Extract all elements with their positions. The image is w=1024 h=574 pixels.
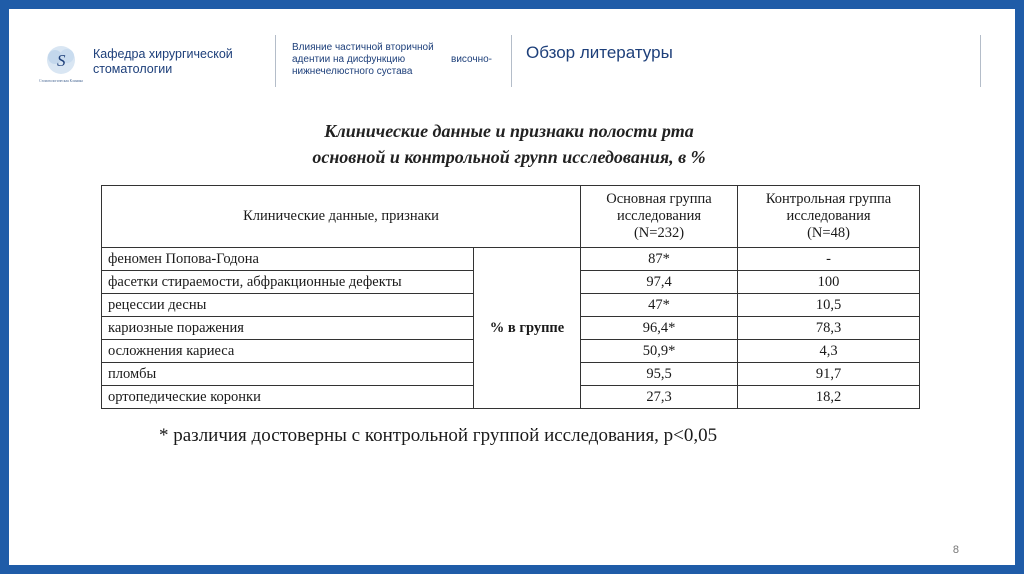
header-divider-3 [980,35,981,87]
header-control-group: Контрольная группа исследования (N=48) [738,186,920,248]
control-value: - [738,248,920,271]
row-label: пломбы [102,363,474,386]
main-value: 96,4* [581,317,738,340]
control-value: 10,5 [738,294,920,317]
header-divider-1 [275,35,276,87]
main-value: 97,4 [581,271,738,294]
main-value: 95,5 [581,363,738,386]
significance-footnote: * различия достоверны с контрольной группой исследования, p<0,05 [159,425,718,446]
header-signs: Клинические данные, признаки [102,186,581,248]
presentation-topic: Влияние частичной вторичной адентии на дисфункцию височно- нижнечелюстного сустава [292,42,492,77]
page-number: 8 [952,544,959,556]
row-label: кариозные поражения [102,317,474,340]
table-title-line1: Клинические данные и признаки полости рта [324,121,694,141]
control-value: 100 [738,271,920,294]
control-value: 91,7 [738,363,920,386]
control-value: 4,3 [738,340,920,363]
control-value: 18,2 [738,386,920,409]
row-label: фасетки стираемости, абфракционные дефекты [102,271,474,294]
main-value: 87* [581,248,738,271]
row-label: ортопедические коронки [102,386,474,409]
unit-label: % в группе [474,248,581,409]
main-value: 47* [581,294,738,317]
main-value: 27,3 [581,386,738,409]
section-title: Обзор литературы [526,43,673,62]
main-value: 50,9* [581,340,738,363]
svg-text:S: S [57,51,66,70]
header-main-group: Основная группа исследования (N=232) [581,186,738,248]
control-value: 78,3 [738,317,920,340]
header-divider-2 [511,35,512,87]
table-header-row [102,186,920,248]
department-name: Кафедра хирургической стоматологии [93,47,233,76]
university-logo-icon [39,43,83,95]
row-label: осложнения кариеса [102,340,474,363]
slide [9,9,1015,565]
table-row [102,248,920,271]
logo-caption: Стоматологическая Клиника [39,79,83,83]
row-label: рецессии десны [102,294,474,317]
row-label: феномен Попова-Годона [102,248,474,271]
table-title-line2: основной и контрольной групп исследования, в % [312,147,706,167]
clinical-data-table [101,185,920,409]
